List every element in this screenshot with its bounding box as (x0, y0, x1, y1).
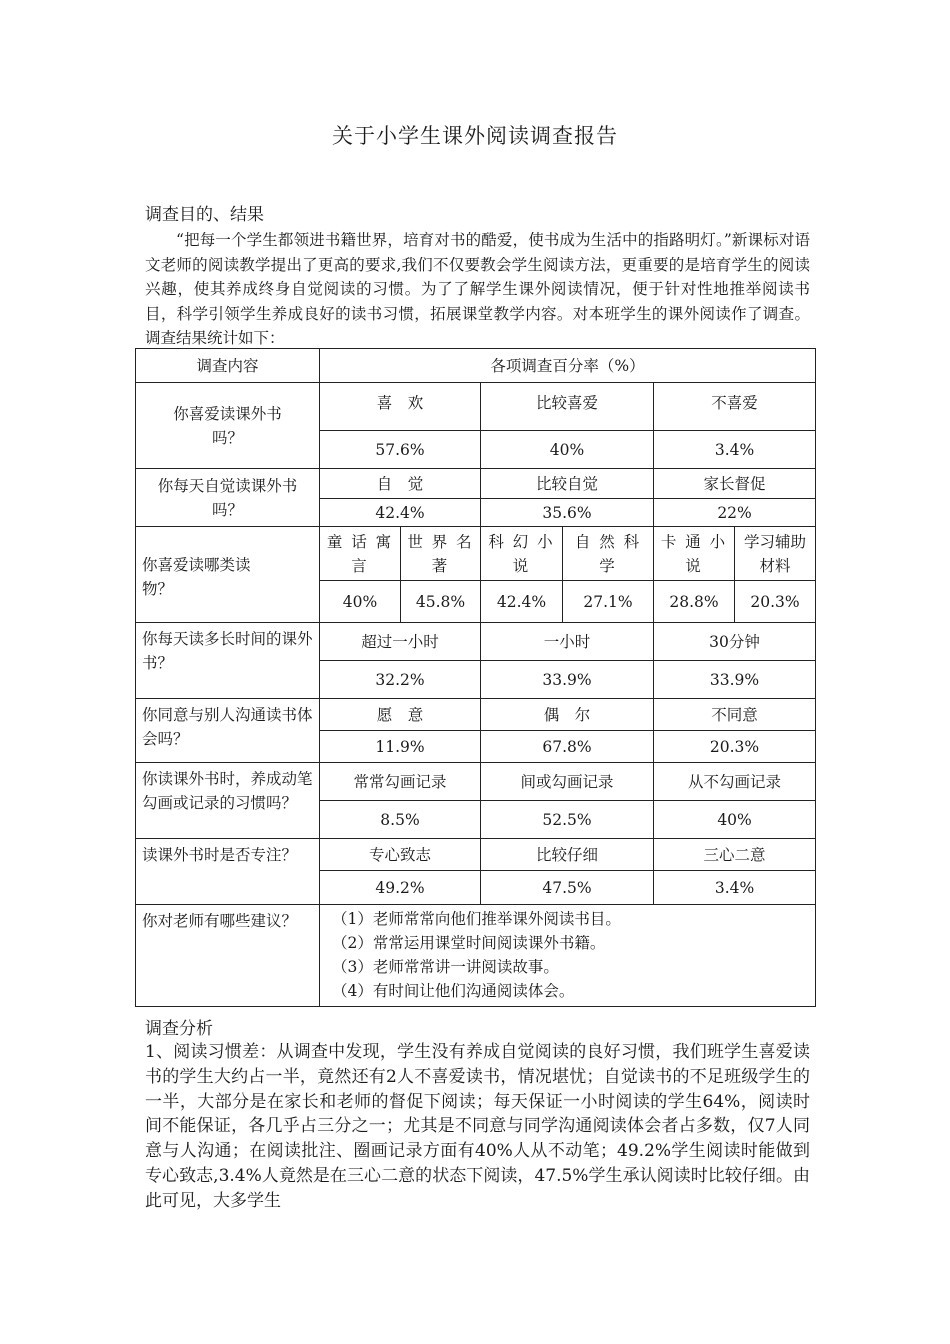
option-cell: 愿 意 (320, 699, 481, 731)
option-cell: 比较仔细 (481, 839, 654, 871)
option-cell: 偶 尔 (481, 699, 654, 731)
table-row (136, 763, 816, 801)
option-cell: 间或勾画记录 (481, 763, 654, 801)
value-cell: 40% (654, 801, 816, 839)
question-cell: 你对老师有哪些建议？ (136, 905, 320, 1007)
value-cell: 33.9% (481, 661, 654, 699)
header-survey-content: 调查内容 (136, 349, 320, 383)
page-title: 关于小学生课外阅读调查报告 (332, 124, 618, 148)
option-cell: 卡 通 小 说 (654, 527, 735, 581)
value-cell: 32.2% (320, 661, 481, 699)
option-cell: 家长督促 (654, 469, 816, 499)
intro-paragraph: “把每一个学生都领进书籍世界，培育对书的酷爱，使书成为生活中的指路明灯。”新课标对语文老师的阅读教学提出了更高的要求,我们不仅要教会学生阅读方法，更重要的是培育学生的阅读兴趣，使其养成终身自觉阅读的习惯。为了了解学生课外阅读情况，便于针对性地推举阅读书目，科学引领学生养成良好的读书习惯，拓展课堂教学内容。对本班学生的课外阅读作了调查。调查结果统计如下： (145, 231, 810, 347)
question-cell: 你喜爱读哪类读物？ (136, 527, 320, 623)
option-cell: 一小时 (481, 623, 654, 661)
table-row (136, 623, 816, 661)
value-cell: 40% (481, 431, 654, 469)
question-cell: 读课外书时是否专注？ (136, 839, 320, 905)
value-cell: 27.1% (563, 581, 654, 623)
suggestions-cell (320, 905, 816, 1007)
table-row (136, 905, 816, 1007)
value-cell: 67.8% (481, 731, 654, 763)
option-cell: 比较自觉 (481, 469, 654, 499)
value-cell: 49.2% (320, 871, 481, 905)
survey-table (135, 348, 816, 1007)
header-percentages: 各项调查百分率（%） (320, 349, 816, 383)
option-cell: 三心二意 (654, 839, 816, 871)
section-heading-analysis: 调查分析 (145, 1019, 213, 1039)
value-cell: 35.6% (481, 499, 654, 527)
option-cell: 学习辅助材料 (735, 527, 816, 581)
value-cell: 3.4% (654, 431, 816, 469)
question-cell: 你每天自觉读课外书吗？ (136, 469, 320, 527)
table-row (136, 383, 816, 431)
value-cell: 33.9% (654, 661, 816, 699)
suggestion-item: （3）老师常常讲一讲阅读故事。 (332, 958, 559, 976)
suggestion-item: （1）老师常常向他们推举课外阅读书目。 (332, 910, 621, 928)
section-heading-purpose: 调查目的、结果 (145, 205, 264, 225)
option-cell: 自 觉 (320, 469, 481, 499)
option-cell: 专心致志 (320, 839, 481, 871)
question-cell: 你同意与别人沟通读书体会吗？ (136, 699, 320, 763)
value-cell: 11.9% (320, 731, 481, 763)
value-cell: 52.5% (481, 801, 654, 839)
option-cell: 喜 欢 (320, 383, 481, 431)
value-cell: 20.3% (735, 581, 816, 623)
option-cell: 30分钟 (654, 623, 816, 661)
value-cell: 57.6% (320, 431, 481, 469)
question-cell: 你喜爱读课外书吗？ (136, 383, 320, 469)
value-cell: 20.3% (654, 731, 816, 763)
suggestion-item: （4）有时间让他们沟通阅读体会。 (332, 982, 575, 1000)
value-cell: 47.5% (481, 871, 654, 905)
value-cell: 3.4% (654, 871, 816, 905)
value-cell: 42.4% (481, 581, 563, 623)
suggestion-item: （2）常常运用课堂时间阅读课外书籍。 (332, 934, 606, 952)
option-cell: 不同意 (654, 699, 816, 731)
option-cell: 自 然 科 学 (563, 527, 654, 581)
value-cell: 28.8% (654, 581, 735, 623)
option-cell: 世 界 名 著 (401, 527, 481, 581)
option-cell: 从不勾画记录 (654, 763, 816, 801)
table-row (136, 699, 816, 731)
table-row (136, 839, 816, 871)
option-cell: 常常勾画记录 (320, 763, 481, 801)
analysis-paragraph: 1、阅读习惯差：从调查中发现，学生没有养成自觉阅读的良好习惯，我们班学生喜爱读书的学生大约占一半，竟然还有2人不喜爱读书，情况堪忧；自觉读书的不足班级学生的一半，大部分是在家长和老师的督促下阅读；每天保证一小时阅读的学生64%，阅读时间不能保证，各几乎占三分之一；尤其是不同意与同学沟通阅读体会者占多数，仅7人同意与人沟通；在阅读批注、圈画记录方面有40%人从不动笔；49.2%学生阅读时能做到专心致志,3.4%人竟然是在三心二意的状态下阅读，47.5%学生承认阅读时比较仔细。由此可见，大多学生 (145, 1042, 810, 1211)
table-row (136, 527, 816, 581)
table-row (136, 469, 816, 499)
value-cell: 42.4% (320, 499, 481, 527)
value-cell: 22% (654, 499, 816, 527)
value-cell: 40% (320, 581, 401, 623)
value-cell: 8.5% (320, 801, 481, 839)
question-cell: 你读课外书时，养成动笔勾画或记录的习惯吗？ (136, 763, 320, 839)
value-cell: 45.8% (401, 581, 481, 623)
option-cell: 科 幻 小 说 (481, 527, 563, 581)
question-cell: 你每天读多长时间的课外书？ (136, 623, 320, 699)
option-cell: 超过一小时 (320, 623, 481, 661)
option-cell: 不喜爱 (654, 383, 816, 431)
option-cell: 童 话 寓 言 (320, 527, 401, 581)
table-header-row (136, 349, 816, 383)
option-cell: 比较喜爱 (481, 383, 654, 431)
